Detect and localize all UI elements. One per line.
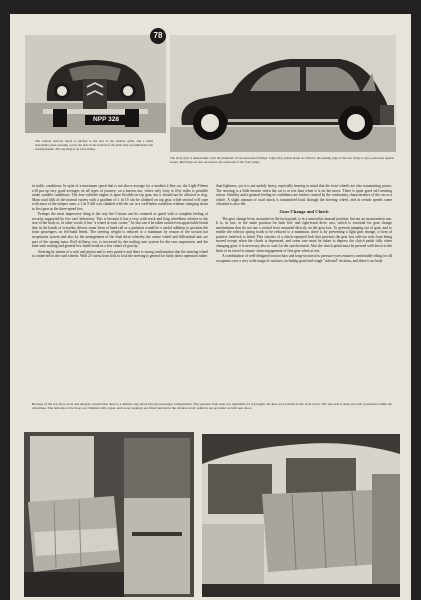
front-seats-illustration — [202, 434, 400, 597]
photo-front-seats — [202, 434, 400, 597]
car-side-illustration — [170, 35, 396, 152]
caption-right: The body style is businesslike, with the minimum of external plated fittings. Light alloy splash plates are fitted to the leading edge of the rear wings to give protection against stones. Mud flaps are also attached to the underside of the front wings. — [170, 156, 394, 165]
photo-car-front — [25, 35, 166, 133]
paragraph: The gear change lever, mounted on the facia panel, is in a somewhat unusual position, but not an inconvenient one. It is, in fact, in the same position for both left- and right-hand drive cars, which is essential for gear change mechanisms that do not use a central lever mounted directly on the gear box. To prevent jumping out of gear, and to enable the selector spring loads to be reduced to a minimum, there is by preventing a light gear change, a form of positive interlock is fitted. This consists of a clutch-operated lock that prevents the gear box selector rods from being moved except when the clutch is depressed, and some care must be taken to depress the clutch pedal fully when changing gear; it is necessary also to wait for the synchromesh. Also the clutch pedal must be pressed well down to the limit of its travel to ensure clean engagement of first gear when at rest. — [216, 216, 392, 253]
paragraph: A combination of well-designed torsion bars and long-section low pressure tyres ensures comfortable riding for all occupants over a very wide range of surfaces, including good and rough "colonial" sections, and there is no body — [216, 254, 392, 263]
paragraph: Steering by means of a rack and pinion unit is very positive and there is strong confirmation that the steering wheel is connected to the road wheels. With 2½ turns from lock to lock the steering is geared for fairly direct operation rather — [32, 249, 208, 259]
caption-bottom: Because of the low floor level and integral construction there is a definite step down into the passenger compartment. The separate front seats are adjustable for leg length. Pockets are provided in the front doors. The rear seat is deep and well positioned within the wheelbase. The bottoms of the doors are trimmed with carpet, and wood cappings are fitted just below the window level; ashtrays are provided on both rear doors. — [32, 402, 392, 411]
paragraph: Perhaps the most impressive thing is the way the Citroen can be cornered at speed with a complete feeling of security supported by few cars' behaviour. This is because it has a very wide track and long wheelbase relative to the size of the body or, in other words, it has "a wheel at each corner." So fast can it be taken round even appreciable bends that in the hands of everyday drivers some form of hand rail or a partition would be a useful addition to position the front passengers on left-hand bends. The steering weight is reduced to a minimum by reason of the torsion bar suspension system and also by the arrangement of the final drive whereby the centre wheel and differential unit are part of the sprung mass. Roll stiffness, too, is increased by the trailing arm system for the rear suspension, and the inter-axle seating and general low build result in a low centre of gravity. — [32, 212, 208, 249]
page-number-badge: 78 — [150, 28, 166, 44]
section-heading: Gear Change and Clutch — [279, 208, 329, 214]
photo-car-side — [170, 35, 396, 152]
caption-left: The Citroen chevron motif is stitched to the rear of the radiator grille, and a small detachable panel pressing covers the hole in the bottom of the grille that accommodates the starting handle. The big lamp is an extra fitting. — [35, 139, 153, 152]
body-column-right — [216, 184, 392, 396]
magazine-page — [10, 14, 411, 600]
body-column-left — [32, 184, 208, 396]
photo-rear-seat — [24, 432, 194, 597]
license-plate: NPP 328 — [93, 116, 119, 123]
paragraph: in traffic conditions. In spite of a maximum speed that is not above average for a modern 2-litre car, the Light Fifteen will put up very good averages on all types of journey; on a known run, where only forty to fifty miles is possible under suitable conditions. The four-cylinder engine is quite flexible on top gear, but it should not be allowed to slog. Main road hills of the normal variety with a gradient of 1 in 10 can be climbed on top gear, while second will cope with most of the steeper ones, a 1 in 5 hill was climbed with the car in a well-laden condition without changing down to first gear in the three-speed box. — [32, 184, 208, 211]
paragraph: than lightness, yet it is not unduly heavy, especially bearing in mind that the front wheels are also transmitting power. The steering is a little heavier when the car is at rest than when it is on the move. There is quite good self-centring action. Stability and a general feeling of confidence are further created by the conformity characteristics of the car as a whole. A slight amount of road shock is transmitted back through the steering wheel, and at certain speeds some vibration is also felt. — [216, 184, 392, 207]
rear-seat-illustration — [24, 432, 194, 597]
